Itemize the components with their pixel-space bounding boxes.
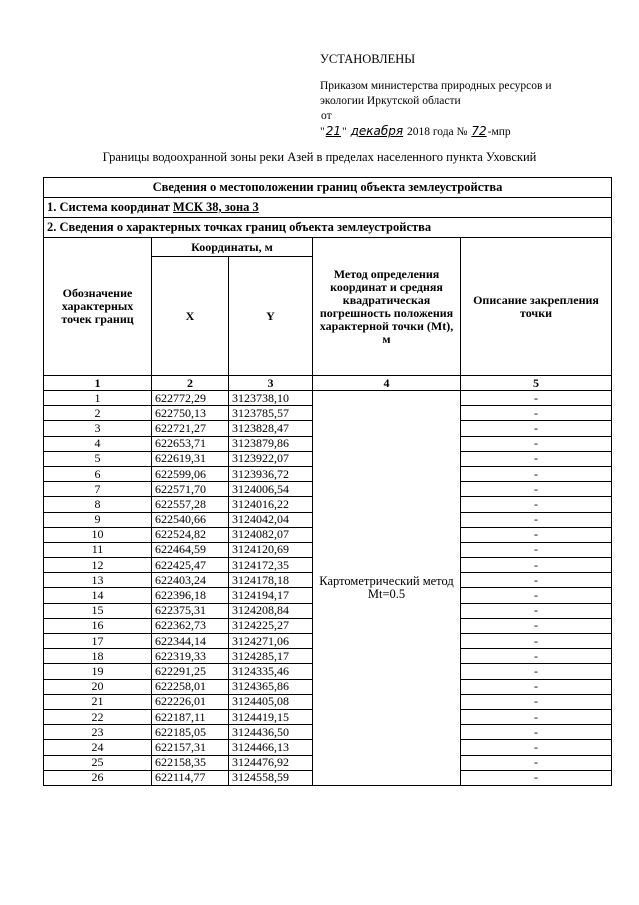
coord-y: 3124476,92 (229, 755, 313, 770)
approval-suffix: -мпр (487, 126, 511, 138)
point-description: - (461, 603, 612, 618)
coord-x: 622114,77 (152, 770, 229, 785)
document-title: Границы водоохранной зоны реки Азей в пределах населенного пункта Уховский (102, 150, 537, 164)
col-number-5: 5 (461, 376, 612, 391)
section-coordinate-system (44, 198, 612, 218)
method-cell: Картометрический метод Mt=0.5 (313, 391, 461, 786)
point-number: 19 (44, 664, 152, 679)
coord-y: 3124285,17 (229, 649, 313, 664)
approval-ot: от (321, 110, 332, 122)
point-description: - (461, 451, 612, 466)
coord-y: 3124016,22 (229, 497, 313, 512)
col-header-y: Y (229, 257, 313, 376)
point-number: 15 (44, 603, 152, 618)
point-number: 16 (44, 618, 152, 633)
table-row (44, 391, 612, 406)
point-description: - (461, 558, 612, 573)
approval-title: УСТАНОВЛЕНЫ (320, 52, 416, 66)
point-number: 9 (44, 512, 152, 527)
point-number: 8 (44, 497, 152, 512)
point-number: 2 (44, 406, 152, 421)
approval-month: декабря (350, 124, 404, 138)
point-number: 13 (44, 573, 152, 588)
point-description: - (461, 421, 612, 436)
quote-close: " (341, 126, 347, 138)
approval-day: 21 (325, 124, 341, 138)
col-number-2: 2 (152, 376, 229, 391)
section-characteristic-points: 2. Сведения о характерных точках границ объекта землеустройства (44, 218, 612, 238)
coord-y: 3123738,10 (229, 391, 313, 406)
point-description: - (461, 634, 612, 649)
point-number: 3 (44, 421, 152, 436)
coord-y: 3124178,18 (229, 573, 313, 588)
section1-value: МСК 38, зона 3 (173, 200, 259, 214)
point-number: 1 (44, 391, 152, 406)
point-number: 20 (44, 679, 152, 694)
coord-x: 622187,11 (152, 709, 229, 724)
col-header-method: Метод определения координат и средняя квадратическая погрешность положения характерной точки (Mt), м (313, 238, 461, 376)
point-description: - (461, 466, 612, 481)
table-header-main: Сведения о местоположении границ объекта землеустройства (44, 178, 612, 198)
point-number: 17 (44, 634, 152, 649)
coord-x: 622396,18 (152, 588, 229, 603)
coord-y: 3124120,69 (229, 542, 313, 557)
coord-x: 622158,35 (152, 755, 229, 770)
quote-open: " (320, 126, 325, 138)
point-number: 18 (44, 649, 152, 664)
point-description: - (461, 482, 612, 497)
coord-x: 622619,31 (152, 451, 229, 466)
coord-y: 3124558,59 (229, 770, 313, 785)
point-number: 25 (44, 755, 152, 770)
coord-y: 3124042,04 (229, 512, 313, 527)
coord-x: 622464,59 (152, 542, 229, 557)
coord-y: 3124194,17 (229, 588, 313, 603)
point-number: 21 (44, 694, 152, 709)
coord-x: 622571,70 (152, 482, 229, 497)
point-description: - (461, 436, 612, 451)
coord-y: 3123922,07 (229, 451, 313, 466)
coord-x: 622362,73 (152, 618, 229, 633)
point-description: - (461, 542, 612, 557)
point-description: - (461, 709, 612, 724)
point-number: 22 (44, 709, 152, 724)
coord-x: 622750,13 (152, 406, 229, 421)
coord-x: 622319,33 (152, 649, 229, 664)
point-number: 14 (44, 588, 152, 603)
coord-y: 3124172,35 (229, 558, 313, 573)
approval-block (320, 52, 620, 140)
boundary-table (43, 177, 612, 786)
coord-x: 622291,25 (152, 664, 229, 679)
coord-x: 622653,71 (152, 436, 229, 451)
approval-year: 2018 года № (406, 126, 468, 138)
point-number: 10 (44, 527, 152, 542)
col-number-3: 3 (229, 376, 313, 391)
point-number: 7 (44, 482, 152, 497)
coord-x: 622403,24 (152, 573, 229, 588)
coord-y: 3124365,86 (229, 679, 313, 694)
point-number: 6 (44, 466, 152, 481)
coord-y: 3123828,47 (229, 421, 313, 436)
point-number: 11 (44, 542, 152, 557)
col-header-point: Обозначение характерных точек границ (44, 238, 152, 376)
point-description: - (461, 755, 612, 770)
coord-x: 622425,47 (152, 558, 229, 573)
point-description: - (461, 679, 612, 694)
coord-y: 3124405,08 (229, 694, 313, 709)
coord-y: 3124335,46 (229, 664, 313, 679)
coord-x: 622344,14 (152, 634, 229, 649)
point-description: - (461, 618, 612, 633)
coord-x: 622540,66 (152, 512, 229, 527)
col-number-4: 4 (313, 376, 461, 391)
point-description: - (461, 725, 612, 740)
section1-prefix: 1. Система координат (47, 200, 174, 214)
approval-date-line (320, 124, 620, 140)
point-description: - (461, 406, 612, 421)
point-description: - (461, 573, 612, 588)
approval-line-1: Приказом министерства природных ресурсов и (320, 80, 552, 92)
col-header-x: X (152, 257, 229, 376)
coord-x: 622772,29 (152, 391, 229, 406)
coord-y: 3123785,57 (229, 406, 313, 421)
coord-x: 622258,01 (152, 679, 229, 694)
point-description: - (461, 694, 612, 709)
point-description: - (461, 512, 612, 527)
point-number: 23 (44, 725, 152, 740)
coord-x: 622721,27 (152, 421, 229, 436)
point-number: 26 (44, 770, 152, 785)
coord-y: 3124271,06 (229, 634, 313, 649)
coord-y: 3123879,86 (229, 436, 313, 451)
coord-y: 3124419,15 (229, 709, 313, 724)
point-description: - (461, 497, 612, 512)
coord-x: 622524,82 (152, 527, 229, 542)
coord-x: 622375,31 (152, 603, 229, 618)
coord-x: 622557,28 (152, 497, 229, 512)
point-description: - (461, 527, 612, 542)
point-description: - (461, 770, 612, 785)
point-description: - (461, 740, 612, 755)
coord-y: 3124082,07 (229, 527, 313, 542)
point-description: - (461, 664, 612, 679)
point-number: 24 (44, 740, 152, 755)
col-header-description: Описание закрепления точки (461, 238, 612, 376)
col-header-coordinates: Координаты, м (152, 238, 313, 257)
point-number: 12 (44, 558, 152, 573)
coord-y: 3124466,13 (229, 740, 313, 755)
point-number: 5 (44, 451, 152, 466)
coord-y: 3124006,54 (229, 482, 313, 497)
coord-y: 3123936,72 (229, 466, 313, 481)
coord-x: 622185,05 (152, 725, 229, 740)
approval-number: 72 (471, 124, 487, 138)
point-description: - (461, 649, 612, 664)
point-description: - (461, 588, 612, 603)
coord-x: 622226,01 (152, 694, 229, 709)
point-number: 4 (44, 436, 152, 451)
coord-x: 622157,31 (152, 740, 229, 755)
approval-line-2: экологии Иркутской области (320, 95, 461, 107)
coord-y: 3124208,84 (229, 603, 313, 618)
point-description: - (461, 391, 612, 406)
coord-x: 622599,06 (152, 466, 229, 481)
col-number-1: 1 (44, 376, 152, 391)
coord-y: 3124436,50 (229, 725, 313, 740)
coord-y: 3124225,27 (229, 618, 313, 633)
